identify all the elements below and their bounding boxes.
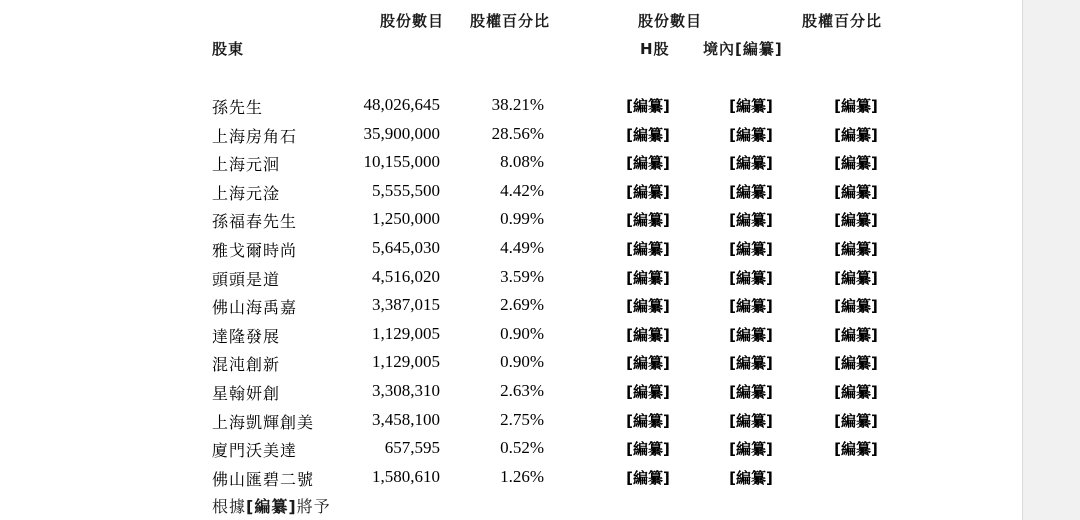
shareholder-name: 孫福春先生	[212, 212, 298, 231]
domestic-shares-redacted: [編纂]	[729, 412, 773, 430]
equity-pct-after-redacted: [編纂]	[834, 183, 878, 201]
header-equity-pct-after: 股權百分比	[802, 12, 883, 30]
domestic-shares-redacted: [編纂]	[729, 440, 773, 458]
shares-value: 3,458,100	[372, 410, 440, 429]
shareholder-name: 達隆發展	[212, 327, 281, 346]
equity-pct-value: 8.08%	[500, 152, 544, 171]
shareholder-name: 廈門沃美達	[212, 441, 298, 460]
shareholder-name: 頭頭是道	[212, 270, 281, 289]
shares-value: 1,580,610	[372, 467, 440, 486]
equity-pct-value: 0.52%	[500, 438, 544, 457]
domestic-shares-redacted: [編纂]	[729, 97, 773, 115]
equity-pct-after-redacted: [編纂]	[834, 326, 878, 344]
h-shares-redacted: [編纂]	[626, 240, 670, 258]
h-shares-redacted: [編纂]	[626, 412, 670, 430]
shareholder-name: 孫先生	[212, 98, 264, 117]
equity-pct-after-redacted: [編纂]	[834, 354, 878, 372]
h-shares-redacted: [編纂]	[626, 440, 670, 458]
header-shares-count: 股份數目	[380, 12, 445, 30]
shareholder-name: 星翰妍創	[212, 384, 281, 403]
domestic-shares-redacted: [編纂]	[729, 211, 773, 229]
equity-pct-value: 3.59%	[500, 267, 544, 286]
h-shares-redacted: [編纂]	[626, 383, 670, 401]
footer-redacted: [編纂]	[246, 497, 297, 516]
equity-pct-after-redacted: [編纂]	[834, 297, 878, 315]
h-shares-redacted: [編纂]	[626, 269, 670, 287]
shareholder-name: 上海凱輝創美	[212, 413, 315, 432]
footer-prefix: 根據	[212, 497, 247, 516]
h-shares-redacted: [編纂]	[626, 183, 670, 201]
equity-pct-after-redacted: [編纂]	[834, 211, 878, 229]
header-h-shares: H股	[640, 40, 670, 58]
shares-value: 3,387,015	[372, 295, 440, 314]
shares-value: 5,645,030	[372, 238, 440, 257]
shareholder-name: 上海房角石	[212, 127, 298, 146]
shares-value: 35,900,000	[363, 124, 440, 143]
domestic-shares-redacted: [編纂]	[729, 469, 773, 487]
equity-pct-value: 4.42%	[500, 181, 544, 200]
shareholder-name: 上海元洄	[212, 155, 281, 174]
equity-pct-value: 0.99%	[500, 209, 544, 228]
h-shares-redacted: [編纂]	[626, 354, 670, 372]
equity-pct-value: 2.63%	[500, 381, 544, 400]
header-domestic-shares: 境內[編纂]	[703, 40, 783, 58]
shares-value: 657,595	[384, 438, 440, 457]
shareholder-name: 雅戈爾時尚	[212, 241, 298, 260]
domestic-shares-redacted: [編纂]	[729, 354, 773, 372]
domestic-shares-redacted: [編纂]	[729, 269, 773, 287]
shares-value: 5,555,500	[372, 181, 440, 200]
equity-pct-after-redacted: [編纂]	[834, 440, 878, 458]
shareholder-name: 上海元淦	[212, 184, 281, 203]
equity-pct-value: 0.90%	[500, 352, 544, 371]
shareholder-name: 佛山匯碧二號	[212, 470, 315, 489]
h-shares-redacted: [編纂]	[626, 154, 670, 172]
equity-pct-value: 4.49%	[500, 238, 544, 257]
domestic-shares-redacted: [編纂]	[729, 383, 773, 401]
shares-value: 3,308,310	[372, 381, 440, 400]
domestic-shares-redacted: [編纂]	[729, 126, 773, 144]
shareholder-name: 混沌創新	[212, 355, 281, 374]
domestic-shares-redacted: [編纂]	[729, 326, 773, 344]
domestic-shares-redacted: [編纂]	[729, 154, 773, 172]
page-edge	[1022, 0, 1023, 520]
h-shares-redacted: [編纂]	[626, 297, 670, 315]
shares-value: 1,250,000	[372, 209, 440, 228]
header-shares-count-after: 股份數目	[638, 12, 703, 30]
h-shares-redacted: [編纂]	[626, 211, 670, 229]
shares-value: 1,129,005	[372, 352, 440, 371]
h-shares-redacted: [編纂]	[626, 126, 670, 144]
domestic-shares-redacted: [編纂]	[729, 297, 773, 315]
equity-pct-value: 2.69%	[500, 295, 544, 314]
domestic-shares-redacted: [編纂]	[729, 240, 773, 258]
header-equity-pct: 股權百分比	[470, 12, 551, 30]
footer-text	[212, 494, 331, 517]
h-shares-redacted: [編纂]	[626, 469, 670, 487]
h-shares-redacted: [編纂]	[626, 326, 670, 344]
shareholder-name: 佛山海禹嘉	[212, 298, 298, 317]
equity-pct-after-redacted: [編纂]	[834, 383, 878, 401]
equity-pct-after-redacted: [編纂]	[834, 126, 878, 144]
equity-pct-after-redacted: [編纂]	[834, 97, 878, 115]
equity-pct-after-redacted: [編纂]	[834, 412, 878, 430]
h-shares-redacted: [編纂]	[626, 97, 670, 115]
domestic-shares-redacted: [編纂]	[729, 183, 773, 201]
header-shareholder: 股東	[212, 40, 245, 58]
shares-value: 10,155,000	[363, 152, 440, 171]
equity-pct-after-redacted: [編纂]	[834, 269, 878, 287]
equity-pct-value: 0.90%	[500, 324, 544, 343]
equity-pct-after-redacted: [編纂]	[834, 240, 878, 258]
shares-value: 48,026,645	[363, 95, 440, 114]
equity-pct-value: 28.56%	[491, 124, 544, 143]
shares-value: 4,516,020	[372, 267, 440, 286]
equity-pct-after-redacted: [編纂]	[834, 154, 878, 172]
shares-value: 1,129,005	[372, 324, 440, 343]
equity-pct-value: 1.26%	[500, 467, 544, 486]
footer-suffix: 將予	[296, 497, 331, 516]
equity-pct-value: 2.75%	[500, 410, 544, 429]
equity-pct-value: 38.21%	[491, 95, 544, 114]
